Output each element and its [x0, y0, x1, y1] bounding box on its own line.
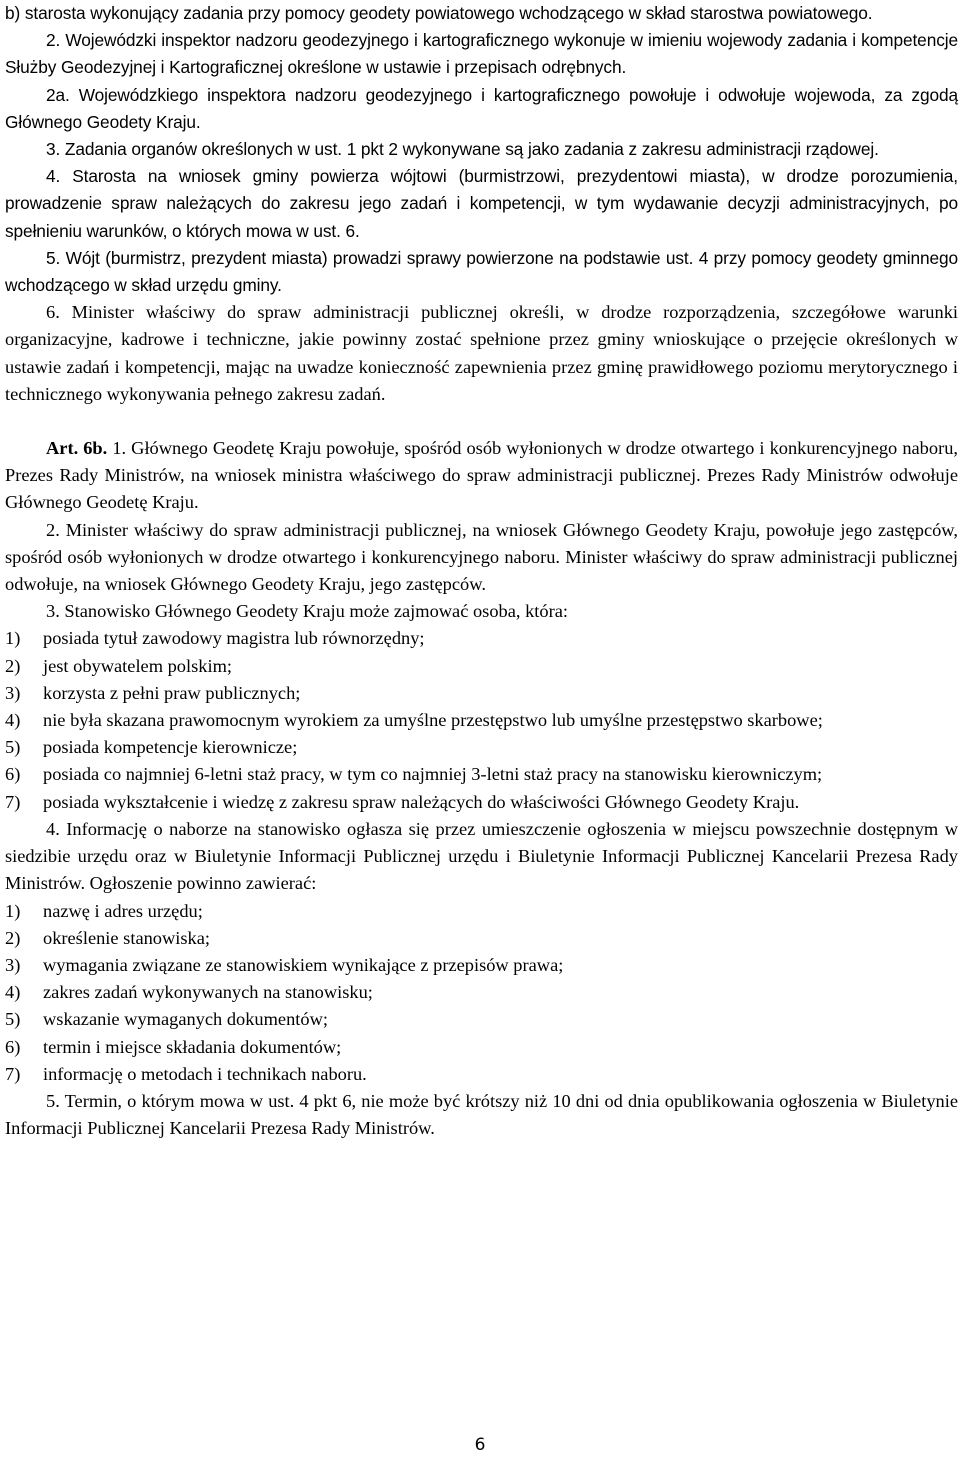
list-item: [5, 761, 958, 788]
paragraph-5: 5. Wójt (burmistrz, prezydent miasta) prowadzi sprawy powierzone na podstawie ust. 4 przy pomocy geodety gminnego wchodzącego w skład urzędu gminy.: [5, 247, 958, 296]
list-item-number: 4): [5, 982, 21, 1003]
announcement-contents-list: [5, 898, 958, 1088]
list-item: [5, 925, 958, 952]
list-item: [5, 1034, 958, 1061]
list-item: [5, 734, 958, 761]
list-item-number: 6): [5, 764, 21, 785]
list-item: [5, 707, 958, 734]
list-item-number: 5): [5, 737, 21, 758]
page-number: 6: [474, 1435, 486, 1455]
list-item-number: 1): [5, 628, 21, 649]
document-page: [5, 0, 958, 1142]
list-item-text: wskazanie wymaganych dokumentów;: [43, 1009, 328, 1030]
list-item-text: posiada co najmniej 6-letni staż pracy, w tym co najmniej 3-letni staż pracy na stanowisku kierowniczym;: [43, 764, 823, 785]
list-item-text: wymagania związane ze stanowiskiem wynikające z przepisów prawa;: [43, 954, 564, 975]
article-6b-paragraph-4: 4. Informację o naborze na stanowisko ogłasza się przez umieszczenie ogłoszenia w miejscu powszechnie dostępnym w siedzibie urzędu oraz w Biuletynie Informacji Publicznej urzędu i Biuletynie Informacji Publicznej Kancelarii Prezesa Rady Ministrów. Ogłoszenie powinno zawierać:: [5, 818, 958, 894]
paragraph-2a: 2a. Wojewódzkiego inspektora nadzoru geodezyjnego i kartograficznego powołuje i odwołuje wojewoda, za zgodą Głównego Geodety Kraju.: [5, 84, 958, 132]
list-item-text: zakres zadań wykonywanych na stanowisku;: [43, 982, 373, 1003]
article-p1-text: 1. Głównego Geodetę Kraju powołuje, spośród osób wyłonionych w drodze otwartego i konkurencyjnego naboru, Prezes Rady Ministrów, na wniosek ministra właściwego do spraw administracji publicznej. Prezes Rady Ministrów odwołuje Głównego Geodetę Kraju.: [5, 438, 958, 513]
list-item-text: informację o metodach i technikach naboru.: [43, 1063, 367, 1084]
list-item-number: 3): [5, 682, 21, 703]
paragraph-3: 3. Zadania organów określonych w ust. 1 pkt 2 wykonywane są jako zadania z zakresu administracji rządowej.: [46, 139, 879, 160]
article-6b-paragraph-1: [5, 435, 958, 517]
list-item-text: posiada kompetencje kierownicze;: [43, 737, 298, 758]
paragraph-6: 6. Minister właściwy do spraw administracji publicznej określi, w drodze rozporządzenia, szczegółowe warunki organizacyjne, kadrowe i techniczne, jakie powinny zostać spełnione przez gminy wnioskujące o przejęcie określonych w ustawie zadań i kompetencji, mając na uwadze konieczność zapewnienia przez gminę prawidłowego poziomu merytorycznego i technicznego wykonywania pełnego zakresu zadań.: [5, 302, 958, 404]
list-item-number: 7): [5, 791, 21, 812]
list-item-text: określenie stanowiska;: [43, 927, 211, 948]
article-6b-paragraph-2: 2. Minister właściwy do spraw administracji publicznej, na wniosek Głównego Geodety Kraju, powołuje jego zastępców, spośród osób wyłonionych w drodze otwartego i konkurencyjnego naboru. Minister właściwy do spraw administracji publicznej odwołuje, na wniosek Głównego Geodety Kraju, jego zastępców.: [5, 519, 958, 595]
paragraph-4: 4. Starosta na wniosek gminy powierza wójtowi (burmistrzowi, prezydentowi miasta), w drodze porozumienia, prowadzenie spraw należących do zakresu jego zadań i kompetencji, w tym wydawanie decyzji administracyjnych, po spełnieniu warunków, o których mowa w ust. 6.: [5, 166, 958, 241]
list-item: [5, 1006, 958, 1033]
list-item: [5, 1061, 958, 1088]
list-item-number: 1): [5, 900, 21, 921]
list-item-text: jest obywatelem polskim;: [43, 655, 232, 676]
paragraph-2: 2. Wojewódzki inspektor nadzoru geodezyjnego i kartograficznego wykonuje w imieniu wojewody zadania i kompetencje Służby Geodezyjnej i Kartograficznej określone w ustawie i przepisach odrębnych.: [5, 30, 958, 78]
list-item-number: 3): [5, 954, 21, 975]
list-item: [5, 653, 958, 680]
paragraph-b: b) starosta wykonujący zadania przy pomocy geodety powiatowego wchodzącego w skład starostwa powiatowego.: [5, 3, 873, 23]
list-item-number: 2): [5, 927, 21, 948]
list-item-number: 2): [5, 655, 21, 676]
list-item: [5, 680, 958, 707]
list-item-number: 5): [5, 1009, 21, 1030]
requirements-list: [5, 625, 958, 815]
article-6b-paragraph-3: 3. Stanowisko Głównego Geodety Kraju może zajmować osoba, która:: [46, 601, 568, 622]
list-item: [5, 898, 958, 925]
list-item-text: korzysta z pełni praw publicznych;: [43, 682, 301, 703]
list-item-text: nie była skazana prawomocnym wyrokiem za umyślne przestępstwo lub umyślne przestępstwo skarbowe;: [43, 710, 823, 731]
list-item-text: termin i miejsce składania dokumentów;: [43, 1036, 342, 1057]
list-item-number: 6): [5, 1036, 21, 1057]
article-label: Art. 6b.: [46, 438, 108, 459]
list-item: [5, 952, 958, 979]
list-item-text: nazwę i adres urzędu;: [43, 900, 203, 921]
list-item-number: 4): [5, 710, 21, 731]
article-6b-paragraph-5: 5. Termin, o którym mowa w ust. 4 pkt 6, nie może być krótszy niż 10 dni od dnia opublikowania ogłoszenia w Biuletynie Informacji Publicznej Kancelarii Prezesa Rady Ministrów.: [5, 1090, 958, 1139]
list-item: [5, 789, 958, 816]
list-item: [5, 625, 958, 652]
list-item: [5, 979, 958, 1006]
list-item-number: 7): [5, 1063, 21, 1084]
list-item-text: posiada wykształcenie i wiedzę z zakresu spraw należących do właściwości Głównego Geodety Kraju.: [43, 791, 800, 812]
list-item-text: posiada tytuł zawodowy magistra lub równorzędny;: [43, 628, 425, 649]
